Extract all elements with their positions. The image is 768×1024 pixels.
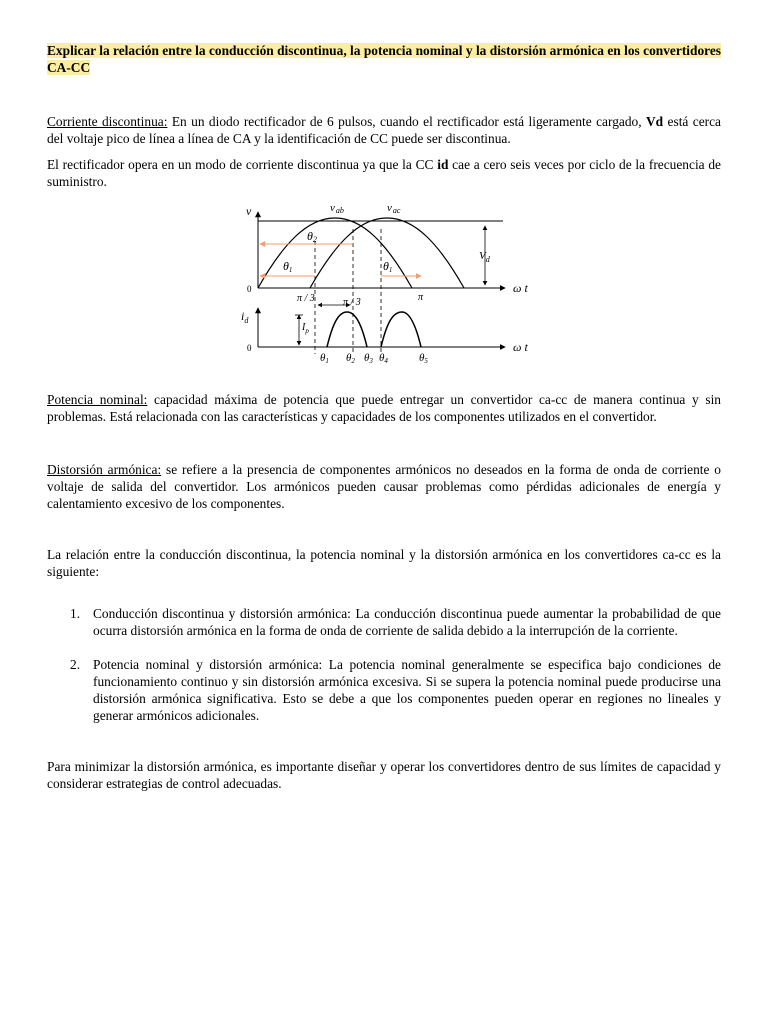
list-number: 1. [70,606,81,621]
term-corriente-discontinua: Corriente discontinua: [47,114,168,129]
list-text: Conducción discontinua y distorsión armónica: La conducción discontinua puede aumentar la probabilidad de que ocurra distorsión armónica en la forma de onda de corriente de salida debido a la interrupción de la corriente. [93,606,721,638]
label-pi3-dimension: π / 3 [343,297,361,308]
label-vac: vac [387,202,401,215]
text-part: se refiere a la presencia de componentes armónicos no deseados en la forma de onda de corriente o voltaje de salida del convertidor. Los armónicos pueden causar problemas como pérdidas adicionales de energía y calentamiento excesivo de los componentes. [47,462,721,511]
label-pi3-tick: π / 3 [297,293,315,304]
label-theta1-lower: θ1 [320,352,329,365]
paragraph-distorsion-armonica [47,461,721,512]
title-highlight: Explicar la relación entre la conducción discontinua, la potencia nominal y la distorsión armónica en los convertidores CA-CC [47,43,721,75]
term-vd: Vd [646,114,664,129]
paragraph-potencia-nominal [47,391,721,425]
current-pulse-1 [327,312,367,347]
label-vab: vab [330,202,344,215]
text-part: El rectificador opera en un modo de corriente discontinua ya que la CC [47,157,438,172]
paragraph-modo-discontinuo [47,156,721,190]
paragraph-corriente-discontinua [47,113,721,147]
document-title [47,42,721,76]
term-distorsion-armonica: Distorsión armónica: [47,462,162,477]
label-theta2-lower: θ2 [346,352,355,365]
label-zero-lower: 0 [247,343,252,353]
paragraph-conclusion: Para minimizar la distorsión armónica, es importante diseñar y operar los convertidores dentro de sus límites de capacidad y considerar estrategias de control adecuadas. [47,759,721,791]
rectifier-waveform-figure [235,196,535,368]
label-v-axis: v [246,204,252,218]
label-theta5-lower: θ5 [419,352,428,365]
label-theta1-right: θ1 [383,259,393,274]
text-part: cae a cero seis veces por ciclo de la frecuencia de suministro. [47,157,722,189]
label-theta1-left: θ1 [283,259,293,274]
list-number: 2. [70,657,81,672]
label-id-axis: $i_d$ [241,309,249,325]
label-zero-upper: 0 [247,284,252,294]
label-pi-tick: π [418,292,424,303]
text-part: En un diodo rectificador de 6 pulsos, cuando el rectificador está ligeramente cargado, [167,114,647,129]
vac-curve [310,218,464,288]
label-theta2: θ2 [307,229,317,244]
term-potencia-nominal: Potencia nominal: [47,392,148,407]
text-part: capacidad máxima de potencia que puede entregar un convertidor ca-cc de manera continua y sin problemas. Está relacionada con las características y capacidades de los componentes utilizados en el convertidor. [47,392,722,424]
label-vd: $V_d$ [479,250,490,264]
text-part: está cerca del voltaje pico de línea a línea de CA y la identificación de CC puede ser discontinua. [47,114,721,146]
vab-curve [258,218,412,288]
list-text: Potencia nominal y distorsión armónica: La potencia nominal generalmente se especifica bajo condiciones de funcionamiento continuo y sin distorsión armónica excesiva. Si se supera la potencia nominal puede producirse una distorsión armónica significativa. Esto se debe a que los componentes pueden operar en regiones no lineales y generar armónicos adicionales. [93,657,721,723]
label-wt-upper: ω t [513,281,528,295]
label-wt-lower: ω t [513,340,528,354]
term-id: id [437,157,449,172]
label-theta3-lower: θ3 [364,352,373,365]
current-pulse-2 [381,312,421,347]
label-theta4-lower: θ4 [379,352,388,365]
paragraph-relacion: La relación entre la conducción discontinua, la potencia nominal y la distorsión armónica en los convertidores ca-cc es la siguiente: [47,547,721,579]
label-ip: $I_p$ [302,322,309,335]
